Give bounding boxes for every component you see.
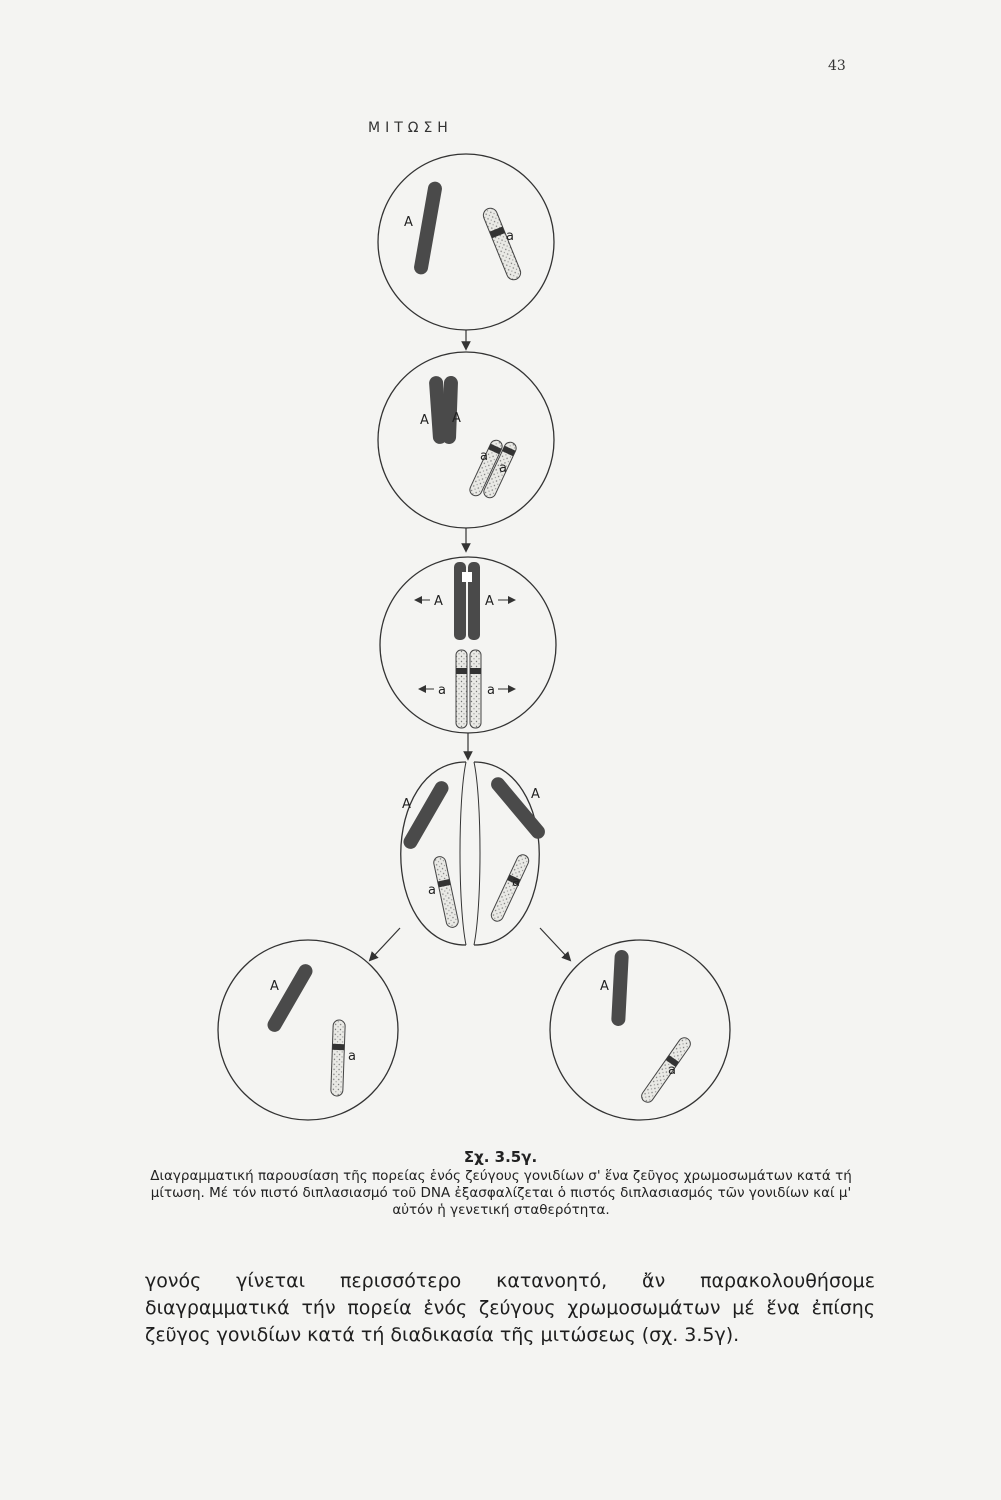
dominant-chromatid: [442, 376, 458, 444]
gene-label-recessive: a: [487, 683, 495, 698]
gene-label-recessive: a: [428, 883, 436, 898]
centromere: [462, 572, 472, 582]
diagram-title: ΜΙΤΩΣΗ: [368, 120, 453, 136]
daughter-cell-right: [550, 940, 730, 1120]
page-number: 43: [828, 58, 846, 74]
recessive-chromatid: [470, 650, 481, 728]
arrow: [540, 928, 568, 958]
recessive-chromatid: [456, 650, 467, 728]
recessive-chromosome: [639, 1035, 692, 1104]
gene-label-dominant: A: [434, 594, 443, 609]
gene-label-recessive: a: [499, 461, 507, 476]
daughter-cell-left: [218, 940, 398, 1120]
gene-label-recessive: a: [506, 229, 514, 244]
stage-3-cell: [380, 557, 556, 733]
gene-label-dominant: A: [600, 979, 609, 994]
caption-text: Διαγραμματική παρουσίαση τῆς πορείας ἑνός ζεύγους γονιδίων σ' ἕνα ζεῦγος χρωμοσωμάτων κατά τή μίτωση. Μέ τόν πιστό διπλασιασμό τοῦ DNA ἐξασφαλίζεται ὁ πιστός διπλασιασμός τῶν γονιδίων καί μ' αὐτόν ἡ γενετική σταθερότητα.: [150, 1168, 852, 1218]
arrow: [372, 928, 400, 958]
gene-label-dominant: A: [531, 787, 540, 802]
gene-label-dominant: A: [452, 411, 461, 426]
cleavage-furrow: [460, 762, 466, 945]
cell-membrane: [550, 940, 730, 1120]
dominant-chromosome: [611, 950, 629, 1027]
gene-label-recessive: a: [512, 875, 520, 890]
stage-1-cell: [378, 154, 554, 330]
stage-4-cell: [401, 762, 548, 945]
recessive-chromosome: [433, 856, 460, 929]
cell-membrane: [378, 154, 554, 330]
gene-label-dominant: A: [420, 413, 429, 428]
cleavage-furrow: [474, 762, 480, 945]
gene-label-recessive: a: [348, 1049, 356, 1064]
caption-title: Σχ. 3.5γ.: [463, 1148, 538, 1166]
dominant-chromosome: [413, 180, 443, 275]
cell-membrane: [378, 352, 554, 528]
dominant-chromosome: [265, 962, 315, 1035]
gene-label-dominant: A: [404, 215, 413, 230]
gene-label-dominant: A: [402, 797, 411, 812]
gene-label-recessive: a: [480, 449, 488, 464]
body-paragraph: γονός γίνεται περισσότερο κατανοητό, ἄν παρακολουθήσομε διαγραμματικά τήν πορεία ἑνός ζεύγους χρωμοσωμάτων μέ ἕνα ἐπίσης ζεῦγος γονιδίων κατά τή διαδικασία τῆς μιτώσεως (σχ. 3.5γ).: [145, 1270, 875, 1346]
recessive-chromosome: [331, 1020, 346, 1096]
recessive-chromosome: [481, 206, 522, 282]
recessive-chromosome: [489, 853, 530, 923]
gene-label-dominant: A: [485, 594, 494, 609]
dominant-chromosome: [401, 779, 451, 852]
gene-label-dominant: A: [270, 979, 279, 994]
stage-2-cell: [378, 352, 554, 528]
gene-label-recessive: a: [438, 683, 446, 698]
gene-label-recessive: a: [668, 1063, 676, 1078]
